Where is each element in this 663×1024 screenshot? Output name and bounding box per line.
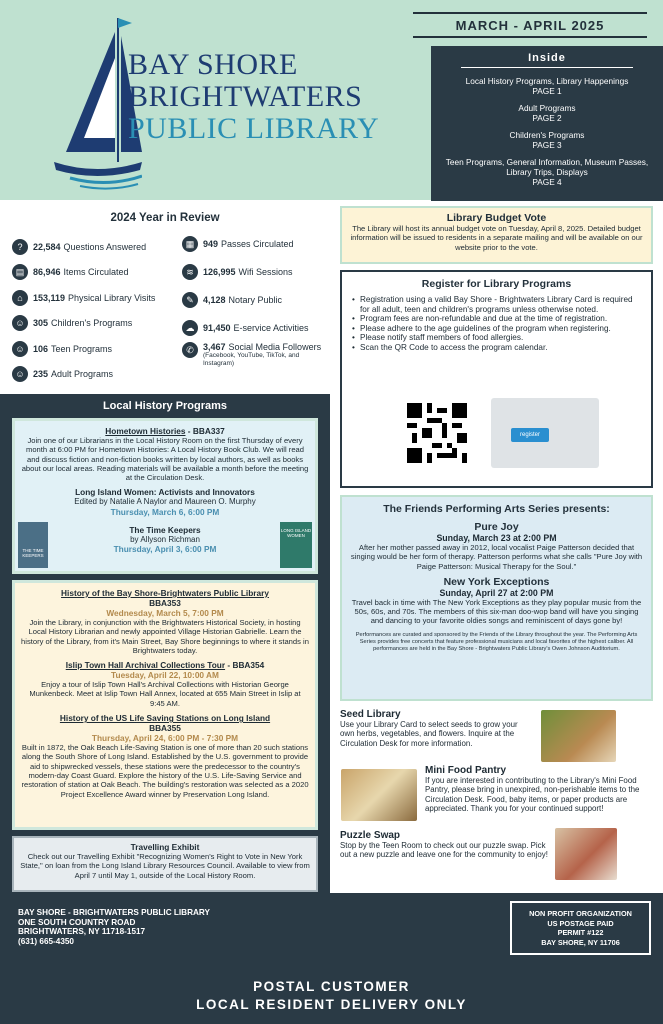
social-icon: ✆ [182,342,198,358]
qr-code-icon[interactable] [407,403,467,463]
friends-title: The Friends Performing Arts Series presents: [383,503,610,515]
stat-adult-programs: ☺ 235 Adult Programs [12,362,180,388]
postal-customer-label: POSTAL CUSTOMER LOCAL RESIDENT DELIVERY ONLY [196,979,467,1012]
keyboard-photo [491,398,599,468]
friends-performing-arts-box [340,495,653,701]
travelling-exhibit-desc: Check out our Travelling Exhibit "Recognizing Women's Right to Vote in New York State," on loan from the Long Island Library Resources Council. Available to view from April 7 until May 1, outside of the Local History Room. [20,852,310,880]
event2-date: Tuesday, April 22, 10:00 AM [111,670,219,681]
puzzle-swap-section [340,830,550,860]
event3-code: BBA355 [149,723,181,734]
register-item: • Please adhere to the age guidelines of the program when registering. [352,324,641,334]
seed-photo [541,710,616,762]
library-address: BAY SHORE - BRIGHTWATERS PUBLIC LIBRARY ONE SOUTH COUNTRY ROAD BRIGHTWATERS, NY 11718-1517 (631) 665-4350 [18,908,210,946]
inside-item: Children's Programs PAGE 3 [509,130,585,150]
question-icon: ? [12,239,28,255]
book1-editors: Edited by Natalie A Naylor and Maureen O. Murphy [74,497,256,507]
stat-childrens-programs: ☺ 305 Children's Programs [12,311,180,337]
friends-note: Performances are curated and sponsored by the Friends of the Library throughout the year. The Performing Arts Series provides free concerts that feature professional musicians and local favorites of the highest caliber. All performances are held in the Bay Shore - Brightwaters Public Library's Owen Johnson Auditorium. [355,631,638,652]
food-pantry-photo [341,769,417,821]
budget-vote-box [340,206,653,264]
local-history-title: Local History Programs [102,400,228,412]
stat-social-media: ✆ 3,467 Social Media Followers (Facebook, YouTube, TikTok, and Instagram) [182,342,332,376]
book2-date: Thursday, April 3, 6:00 PM [113,544,217,555]
history-events-box [12,580,318,830]
show1-title: Pure Joy [474,521,519,533]
long-island-women-cover: LONG ISLAND WOMEN [280,522,312,568]
event2-title: Islip Town Hall Archival Collections Tour - BBA354 [65,660,265,671]
book1-date: Thursday, March 6, 6:00 PM [110,506,220,517]
stat-library-visits: ⌂ 153,119 Physical Library Visits [12,285,180,311]
library-icon: ⌂ [12,290,28,306]
travelling-exhibit-box [12,836,318,892]
adult-icon: ☺ [12,366,28,382]
event2-desc: Enjoy a tour of Islip Town Hall's Archival Collections with Historian George Munkenbeck. Meet at Islip Town Hall Annex, located at 655 Main Street in Islip at 9:45 AM. [29,680,301,708]
register-item: • Program fees are non-refundable and due at the time of registration. [352,314,641,324]
puzzle-photo [555,828,617,880]
event1-date: Wednesday, March 5, 7:00 PM [106,608,224,618]
book1-title: Long Island Women: Activists and Innovators [75,487,255,498]
seed-library-title: Seed Library [340,709,401,720]
inside-item: Local History Programs, Library Happenings PAGE 1 [465,76,629,96]
year-review-left-list [12,234,180,387]
book2-author: by Allyson Richman [130,534,200,544]
time-keepers-cover: THE TIME KEEPERS [18,522,48,568]
teen-icon: ☺ [12,341,28,357]
register-item: • Scan the QR Code to access the program calendar. [352,343,641,353]
register-list [352,295,641,353]
year-review-title: 2024 Year in Review [110,212,220,224]
stat-eservice: ☁ 91,450 E-service Activities [182,314,332,342]
event1-desc: Join the Library, in conjunction with the Brightwaters Historical Society, in hosting Local History Librarian and newly appointed Village Historian Gabrielle. Learn the history of the Library, from it's Main Street, Bay Shore beginnings to where it stands in Brightwaters today. [21,618,309,655]
pass-icon: ▦ [182,236,198,252]
hometown-histories-title: Hometown Histories - BBA337 [105,426,225,436]
hometown-histories-box [12,418,318,574]
logo-line-3: PUBLIC LIBRARY [128,112,380,145]
hometown-histories-desc: Join one of our Librarians in the Local History Room on the first Thursday of every month at 6:00 PM for Hometown Histories: A Local History Book Club. We will read and discuss fiction and non-fiction books written by local authors, as well as books about our local areas. Reading materials will be available a month before the meeting at the Circulation Desk. [21,436,309,483]
book2-title: The Time Keepers [129,524,201,535]
inside-item: Teen Programs, General Information, Museum Passes, Library Trips, Displays PAGE 4 [445,157,649,187]
notary-icon: ✎ [182,292,198,308]
year-review-right-list [182,230,332,376]
register-item: • Registration using a valid Bay Shore - Brightwaters Library Card is required for all adult, teen and children's programs unless otherwise noted. [352,295,641,314]
inside-title: Inside [461,52,633,68]
seed-library-desc: Use your Library Card to select seeds to grow your own herbs, vegetables, and flowers. Inquire at the Circulation Desk for more information. [340,720,518,748]
eservice-icon: ☁ [182,320,198,336]
seed-library-section [340,709,530,748]
postage-permit-box: NON PROFIT ORGANIZATION US POSTAGE PAID PERMIT #122 BAY SHORE, NY 11706 [510,901,651,955]
event3-title: History of the US Life Saving Stations on Long Island [59,713,271,724]
stat-passes: ▦ 949 Passes Circulated [182,230,332,258]
event1-code: BBA353 [149,598,181,608]
register-key: register [511,428,549,442]
issue-date: MARCH - APRIL 2025 [413,12,647,38]
budget-title: Library Budget Vote [446,212,547,224]
travelling-exhibit-title: Travelling Exhibit [130,842,200,852]
stat-teen-programs: ☺ 106 Teen Programs [12,336,180,362]
show2-title: New York Exceptions [443,575,550,588]
stat-notary: ✎ 4,128 Notary Public [182,286,332,314]
show1-desc: After her mother passed away in 2012, local vocalist Paige Patterson decided that singing would be her form of therapy. Patterson performs what she calls "Pure Joy with Paige Patterson: Musical Therapy for the Soul." [350,543,643,571]
wifi-icon: ≋ [182,264,198,280]
event1-title: History of the Bay Shore-Brightwaters Public Library [61,588,269,598]
show2-desc: Travel back in time with The New York Exceptions as they play popular music from the 50s, 60s, and 70s. The members of this six-man doo-wop band will have you singing and dancing to your favorite oldies songs and reminiscent of days gone by! [351,597,642,626]
event3-desc: Built in 1872, the Oak Beach Life-Saving Station is one of more than 20 such stations along the South Shore of Long Island. Established by the U.S. government to provide aid to shipwrecked vessels, these stations were the predecessor to the country's modern-day Coast Guard. Explore the history of the U.S. Life-Saving Service and restoration of station at Oak Beach. The building's restoration was selected as a 2020 Project Excellence Award winner by Preservation Long Island. [21,743,309,799]
inside-item: Adult Programs PAGE 2 [518,103,576,123]
event3-date: Thursday, April 24, 6:00 PM - 7:30 PM [91,733,239,744]
show1-date: Sunday, March 23 at 2:00 PM [436,533,557,543]
child-icon: ☺ [12,315,28,331]
stat-questions: ? 22,584 Questions Answered [12,234,180,260]
inside-contents-box [431,46,663,201]
mini-food-pantry-title: Mini Food Pantry [425,765,507,776]
logo-line-2: BRIGHTWATERS [128,80,363,113]
show2-date: Sunday, April 27 at 2:00 PM [439,587,554,598]
logo-line-1: BAY SHORE [128,48,298,81]
mini-food-pantry-section [425,765,655,813]
register-title: Register for Library Programs [421,278,572,290]
puzzle-swap-title: Puzzle Swap [340,830,401,841]
puzzle-swap-desc: Stop by the Teen Room to check out our puzzle swap. Pick out a new puzzle and leave one for the community to enjoy! [340,841,548,860]
mini-food-pantry-desc: If you are interested in contributing to the Library's Mini Food Pantry, please bring in unexpired, non-perishable items to the Circulation Desk. Food, baby items, or paper products are appreciated. Thank you for your continued support! [425,776,640,813]
stat-wifi: ≋ 126,995 Wifi Sessions [182,258,332,286]
budget-desc: The Library will host its annual budget vote on Tuesday, April 8, 2025. Detailed budget information will be issued to residents in a separate mailing and will be available on our website prior to the vote. [350,224,643,252]
stat-items-circulated: ▤ 86,946 Items Circulated [12,260,180,286]
register-item: • Please notify staff members of food allergies. [352,333,641,343]
book-icon: ▤ [12,264,28,280]
